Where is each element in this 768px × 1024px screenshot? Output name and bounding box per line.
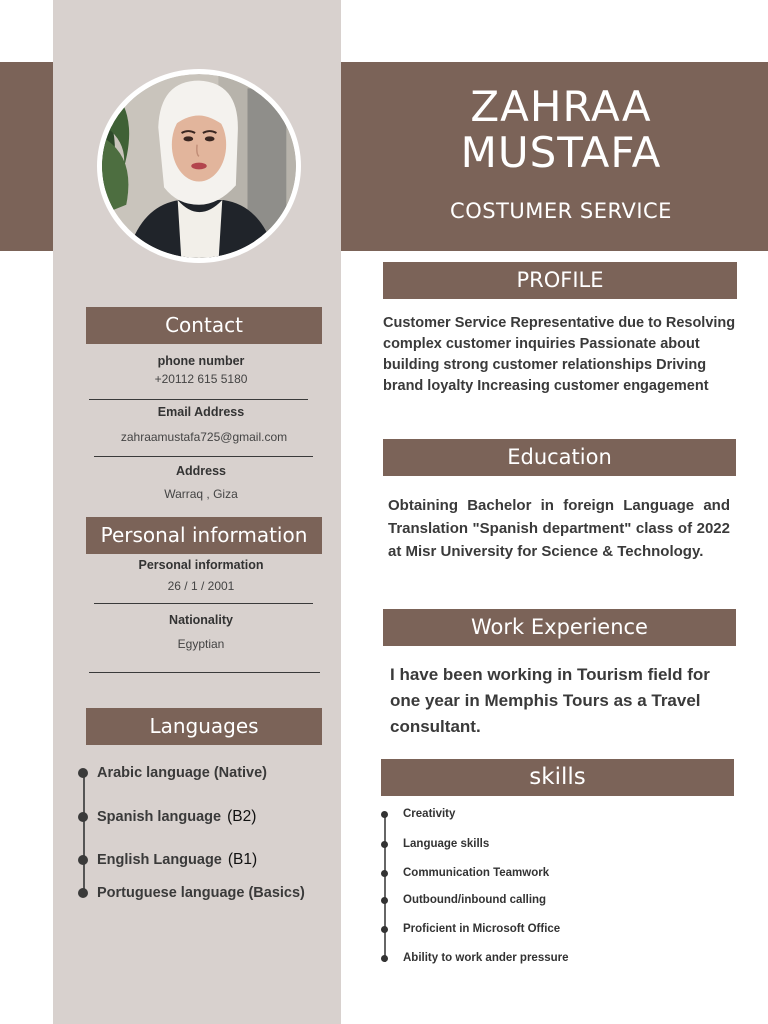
languages-heading: Languages bbox=[86, 708, 322, 745]
skill-label: Outbound/inbound calling bbox=[403, 894, 547, 906]
bullet-icon bbox=[381, 811, 388, 818]
language-item bbox=[78, 885, 305, 901]
address-label: Address bbox=[175, 464, 227, 478]
languages-timeline bbox=[83, 773, 85, 897]
skills-heading: skills bbox=[381, 759, 734, 796]
divider bbox=[89, 672, 320, 673]
language-level: (B1) bbox=[227, 851, 258, 868]
language-level: (B2) bbox=[227, 808, 257, 825]
skill-item bbox=[381, 952, 569, 964]
candidate-name: ZAHRAA MUSTAFA bbox=[460, 82, 662, 177]
skill-item bbox=[381, 867, 549, 879]
skill-label: Communication Teamwork bbox=[403, 867, 550, 879]
skill-item bbox=[381, 923, 560, 935]
skill-label: Proficient in Microsoft Office bbox=[403, 923, 561, 935]
divider bbox=[94, 603, 313, 604]
address-value: Warraq , Giza bbox=[164, 487, 238, 501]
skill-item bbox=[381, 894, 546, 906]
language-name: English Language bbox=[97, 852, 222, 868]
bullet-icon bbox=[78, 768, 88, 778]
language-item bbox=[78, 808, 256, 826]
divider bbox=[89, 399, 308, 400]
nationality-value: Egyptian bbox=[177, 637, 225, 651]
bullet-icon bbox=[381, 897, 388, 904]
language-item bbox=[78, 851, 257, 869]
bullet-icon bbox=[381, 841, 388, 848]
education-heading: Education bbox=[383, 439, 736, 476]
work-experience-heading: Work Experience bbox=[383, 609, 736, 646]
skill-item bbox=[381, 808, 455, 820]
nationality-label: Nationality bbox=[169, 613, 233, 627]
job-title: COSTUMER SERVICE bbox=[450, 199, 672, 223]
header-band-left bbox=[0, 62, 53, 251]
personal-info-heading: Personal information bbox=[86, 517, 322, 554]
profile-photo bbox=[97, 69, 301, 263]
skill-label: Creativity bbox=[403, 808, 456, 820]
birth-date-value: 26 / 1 / 2001 bbox=[167, 579, 235, 593]
language-name: Portuguese language (Basics) bbox=[97, 885, 305, 901]
email-label: Email Address bbox=[157, 405, 245, 419]
bullet-icon bbox=[78, 888, 88, 898]
skill-label: Language skills bbox=[403, 838, 490, 850]
contact-heading: Contact bbox=[86, 307, 322, 344]
personal-info-label: Personal information bbox=[138, 558, 264, 572]
profile-heading: PROFILE bbox=[383, 262, 737, 299]
bullet-icon bbox=[78, 855, 88, 865]
bullet-icon bbox=[381, 955, 388, 962]
email-value: zahraamustafa725@gmail.com bbox=[120, 430, 288, 444]
language-name: Spanish language bbox=[97, 809, 222, 825]
phone-label: phone number bbox=[157, 354, 245, 368]
phone-value: +20112 615 5180 bbox=[154, 372, 248, 386]
work-experience-text: I have been working in Tourism field for one year in Memphis Tours as a Travel consultant. bbox=[390, 665, 710, 736]
language-item bbox=[78, 765, 267, 781]
divider bbox=[94, 456, 313, 457]
education-text: Obtaining Bachelor in foreign Language and Translation "Spanish department" class of 2022 at Misr University for Science & Technology. bbox=[388, 497, 730, 560]
skill-label: Ability to work ander pressure bbox=[403, 952, 569, 964]
skill-item bbox=[381, 838, 489, 850]
profile-text: Customer Service Representative due to Resolving complex customer inquiries Passionate about building strong customer relationships Driving brand loyalty Increasing customer engagement bbox=[383, 315, 736, 394]
bullet-icon bbox=[78, 812, 88, 822]
language-name: Arabic language (Native) bbox=[97, 765, 268, 781]
bullet-icon bbox=[381, 870, 388, 877]
bullet-icon bbox=[381, 926, 388, 933]
